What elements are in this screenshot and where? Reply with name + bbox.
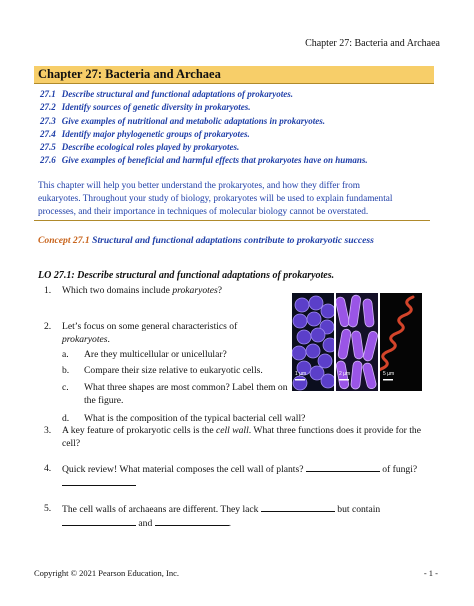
answer-blank[interactable] [261, 502, 335, 512]
concept-text: Structural and functional adaptations contribute to prokaryotic success [92, 235, 374, 246]
scale-label: 5 µm [383, 371, 395, 377]
question-3-number: 3. [44, 425, 52, 436]
learning-objectives [40, 88, 440, 168]
question-1: Which two domains include prokaryotes? [62, 285, 223, 296]
question-2b-label: b. [62, 365, 70, 376]
cocci-micrograph [292, 293, 334, 391]
question-2d: What is the composition of the typical bacterial cell wall? [84, 413, 306, 424]
question-2c-label: c. [62, 382, 69, 393]
concept-label: Concept 27.1 [38, 235, 90, 246]
question-4-number: 4. [44, 463, 52, 474]
running-header: Chapter 27: Bacteria and Archaea [305, 38, 440, 49]
concept-heading [38, 235, 374, 246]
scale-label: 2 µm [339, 371, 351, 377]
question-3: A key feature of prokaryotic cells is the cell wall. What three functions does it provide for the cell? [62, 425, 421, 449]
objective-item: 27.3 Give examples of nutritional and metabolic adaptations in prokaryotes. [40, 115, 326, 126]
page-number: - 1 - [423, 568, 438, 578]
intro-line: eukaryotes. Throughout your study of biology, prokaryotes will be used to explain fundamental [38, 194, 393, 205]
objective-item: 27.6 Give examples of beneficial and harmful effects that prokaryotes have on humans. [40, 155, 368, 166]
question-2a-label: a. [62, 349, 69, 360]
answer-blank[interactable] [306, 462, 380, 472]
answer-blank[interactable] [62, 516, 136, 526]
chapter-intro [34, 180, 430, 221]
scale-label: 1 µm [295, 371, 307, 377]
intro-line: This chapter will help you better understand the prokaryotes, and how they differ from [38, 181, 361, 191]
question-1-number: 1. [44, 285, 52, 296]
question-5: The cell walls of archaeans are different. They lack but contain and . [62, 504, 381, 529]
objective-item: 27.1 Describe structural and functional adaptations of prokaryotes. [40, 89, 294, 99]
question-2d-label: d. [62, 413, 70, 424]
objective-item: 27.5 Describe ecological roles played by prokaryotes. [40, 142, 240, 153]
question-2-number: 2. [44, 321, 52, 332]
question-2a: Are they multicellular or unicellular? [84, 349, 227, 360]
objective-item: 27.4 Identify major phylogenetic groups of prokaryotes. [40, 128, 250, 139]
chapter-title: Chapter 27: Bacteria and Archaea [38, 67, 221, 81]
question-4: Quick review! What material composes the cell wall of plants? of fungi? [62, 462, 417, 490]
question-2: Let’s focus on some general characteristics of prokaryotes. [62, 321, 238, 345]
intro-line: processes, and their importance in techniques of molecular biology cannot be overstated. [38, 207, 369, 218]
question-5-number: 5. [44, 503, 52, 514]
question-2c: What three shapes are most common? Label them on the figure. [84, 382, 288, 406]
chapter-title-bar [34, 66, 434, 84]
answer-blank[interactable] [155, 516, 229, 526]
learning-outcome-heading: LO 27.1: Describe structural and functional adaptations of prokaryotes. [38, 270, 335, 281]
footer-copyright: Copyright © 2021 Pearson Education, Inc. [34, 568, 180, 578]
objective-item: 27.2 Identify sources of genetic diversity in prokaryotes. [40, 102, 251, 113]
bacilli-micrograph [336, 293, 378, 391]
answer-blank[interactable] [62, 476, 136, 486]
question-2b: Compare their size relative to eukaryotic cells. [84, 365, 263, 376]
spirilla-micrograph [380, 293, 422, 391]
